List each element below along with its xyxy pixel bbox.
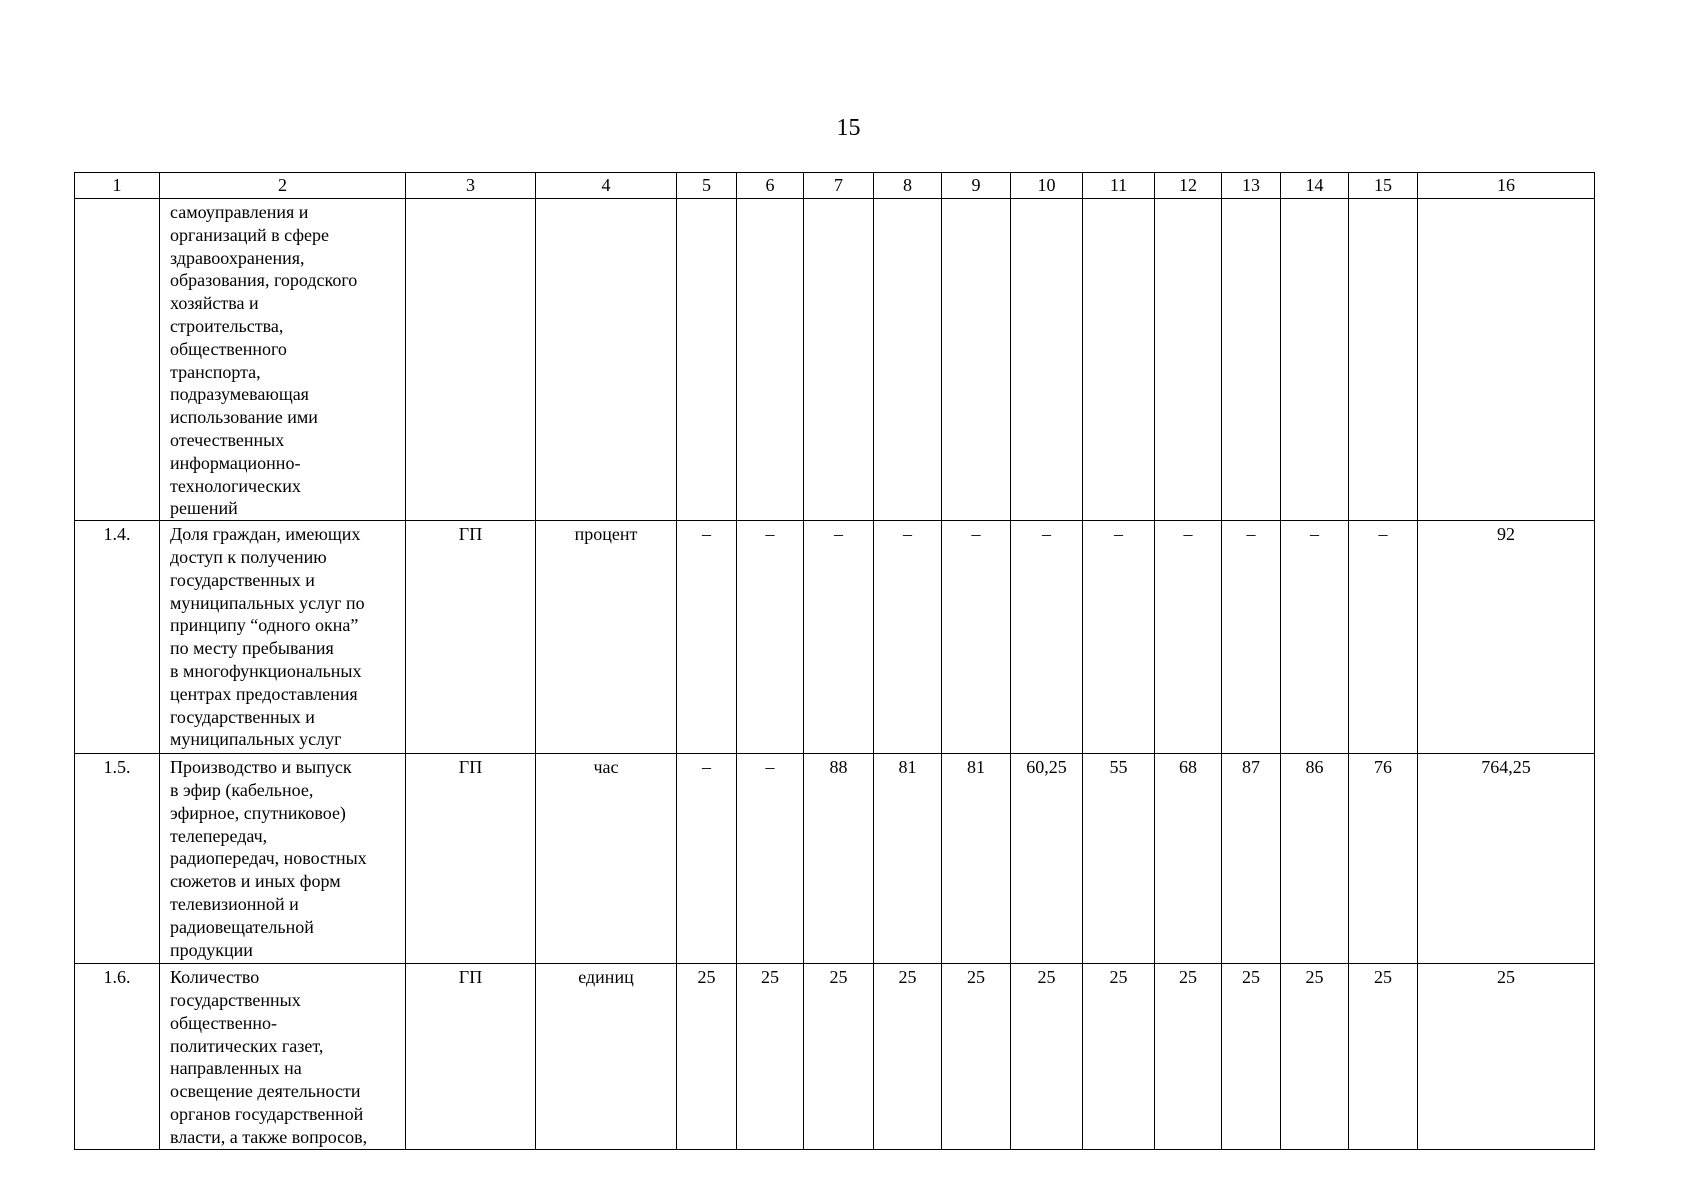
- row-number-cell: 1.4.: [75, 521, 160, 754]
- value-cell: [874, 199, 942, 521]
- value-cell: –: [1155, 521, 1222, 754]
- column-number-cell: 6: [737, 173, 804, 199]
- column-number-cell: 10: [1011, 173, 1083, 199]
- description-line: образования, городского: [170, 270, 358, 291]
- value-cell: –: [942, 521, 1011, 754]
- indicator-description-cell: [160, 964, 406, 1149]
- value-cell: [1083, 199, 1155, 521]
- description-line: продукции: [170, 939, 253, 960]
- value-cell: 25: [1349, 964, 1418, 1149]
- description-line: радиовещательной: [170, 916, 314, 937]
- description-line: направленных на: [170, 1058, 302, 1079]
- table-row: [75, 754, 1595, 964]
- column-number-cell: 1: [75, 173, 160, 199]
- description-line: государственных и: [170, 569, 315, 590]
- description-line: решений: [170, 498, 238, 519]
- description-line: государственных: [170, 989, 301, 1010]
- value-cell: –: [1011, 521, 1083, 754]
- value-cell: 25: [737, 964, 804, 1149]
- value-cell: 60,25: [1011, 754, 1083, 964]
- description-line: Количество: [170, 967, 260, 988]
- column-number-cell: 14: [1281, 173, 1349, 199]
- description-line: использование ими: [170, 407, 318, 428]
- column-number-cell: 2: [160, 173, 406, 199]
- description-line: сюжетов и иных форм: [170, 871, 341, 892]
- description-line: доступ к получению: [170, 546, 327, 567]
- column-number-cell: 5: [677, 173, 737, 199]
- value-cell: 25: [1222, 964, 1281, 1149]
- value-cell: –: [1222, 521, 1281, 754]
- column-number-cell: 3: [406, 173, 536, 199]
- column-number-cell: 12: [1155, 173, 1222, 199]
- column-number-cell: 15: [1349, 173, 1418, 199]
- row-number-cell: [75, 199, 160, 521]
- column-number-row: [75, 173, 1595, 199]
- value-cell: 87: [1222, 754, 1281, 964]
- column-number-cell: 9: [942, 173, 1011, 199]
- description-line: эфирное, спутниковое): [170, 802, 346, 823]
- value-cell: 76: [1349, 754, 1418, 964]
- table-row: [75, 199, 1595, 521]
- description-line: по месту пребывания: [170, 638, 334, 659]
- unit-cell: единиц: [536, 964, 677, 1149]
- value-cell: 68: [1155, 754, 1222, 964]
- description-line: общественного: [170, 338, 287, 359]
- description-line: в эфир (кабельное,: [170, 779, 314, 800]
- column-number-cell: 13: [1222, 173, 1281, 199]
- description-line: строительства,: [170, 315, 284, 336]
- value-cell: –: [804, 521, 874, 754]
- page-number: 15: [836, 115, 861, 141]
- value-cell: [1155, 199, 1222, 521]
- value-cell: 88: [804, 754, 874, 964]
- source-cell: ГП: [406, 521, 536, 754]
- value-cell: –: [1281, 521, 1349, 754]
- indicator-description-cell: [160, 199, 406, 521]
- value-cell: 25: [804, 964, 874, 1149]
- description-line: в многофункциональных: [170, 660, 362, 681]
- value-cell: [1349, 199, 1418, 521]
- value-cell: –: [737, 521, 804, 754]
- value-cell: 25: [1281, 964, 1349, 1149]
- description-line: Производство и выпуск: [170, 757, 352, 778]
- value-cell: 25: [942, 964, 1011, 1149]
- description-line: здравоохранения,: [170, 247, 305, 268]
- unit-cell: процент: [536, 521, 677, 754]
- value-cell: [804, 199, 874, 521]
- value-cell: 25: [677, 964, 737, 1149]
- row-number-cell: 1.6.: [75, 964, 160, 1149]
- unit-cell: час: [536, 754, 677, 964]
- value-cell: –: [1349, 521, 1418, 754]
- value-cell: [942, 199, 1011, 521]
- value-cell: –: [874, 521, 942, 754]
- value-cell: [677, 199, 737, 521]
- table-row: [75, 964, 1595, 1149]
- unit-cell: [536, 199, 677, 521]
- indicator-description-cell: [160, 754, 406, 964]
- value-cell: 81: [942, 754, 1011, 964]
- value-cell: –: [677, 521, 737, 754]
- value-cell: –: [1083, 521, 1155, 754]
- value-cell: –: [737, 754, 804, 964]
- value-cell: [1222, 199, 1281, 521]
- value-cell: –: [677, 754, 737, 964]
- description-line: власти, а также вопросов,: [170, 1126, 368, 1147]
- value-cell: [1281, 199, 1349, 521]
- value-cell: 25: [1083, 964, 1155, 1149]
- description-line: технологических: [170, 475, 301, 496]
- source-cell: ГП: [406, 964, 536, 1149]
- description-line: центрах предоставления: [170, 683, 358, 704]
- indicator-description-cell: [160, 521, 406, 754]
- value-cell: 86: [1281, 754, 1349, 964]
- description-line: общественно-: [170, 1012, 277, 1033]
- value-cell: 25: [1011, 964, 1083, 1149]
- description-line: радиопередач, новостных: [170, 848, 367, 869]
- description-line: политических газет,: [170, 1035, 324, 1056]
- description-line: самоуправления и: [170, 202, 309, 222]
- description-line: хозяйства и: [170, 293, 259, 314]
- description-line: Доля граждан, имеющих: [170, 524, 361, 545]
- description-line: транспорта,: [170, 361, 261, 382]
- value-cell: 92: [1418, 521, 1595, 754]
- description-line: муниципальных услуг по: [170, 592, 365, 613]
- source-cell: [406, 199, 536, 521]
- value-cell: 55: [1083, 754, 1155, 964]
- value-cell: [737, 199, 804, 521]
- description-line: телевизионной и: [170, 893, 299, 914]
- description-line: муниципальных услуг: [170, 729, 342, 750]
- column-number-cell: 11: [1083, 173, 1155, 199]
- indicators-table: [74, 172, 1595, 1150]
- column-number-cell: 8: [874, 173, 942, 199]
- value-cell: 25: [874, 964, 942, 1149]
- value-cell: 25: [1418, 964, 1595, 1149]
- description-line: организаций в сфере: [170, 224, 329, 245]
- description-line: подразумевающая: [170, 384, 309, 405]
- value-cell: 81: [874, 754, 942, 964]
- column-number-cell: 4: [536, 173, 677, 199]
- value-cell: [1418, 199, 1595, 521]
- value-cell: 25: [1155, 964, 1222, 1149]
- value-cell: 764,25: [1418, 754, 1595, 964]
- description-line: принципу “одного окна”: [170, 615, 359, 636]
- column-number-cell: 7: [804, 173, 874, 199]
- source-cell: ГП: [406, 754, 536, 964]
- description-line: государственных и: [170, 706, 315, 727]
- description-line: освещение деятельности: [170, 1081, 361, 1102]
- description-line: телепередач,: [170, 825, 268, 846]
- value-cell: [1011, 199, 1083, 521]
- table-row: [75, 521, 1595, 754]
- description-line: отечественных: [170, 429, 285, 450]
- row-number-cell: 1.5.: [75, 754, 160, 964]
- column-number-cell: 16: [1418, 173, 1595, 199]
- description-line: органов государственной: [170, 1103, 364, 1124]
- description-line: информационно-: [170, 452, 301, 473]
